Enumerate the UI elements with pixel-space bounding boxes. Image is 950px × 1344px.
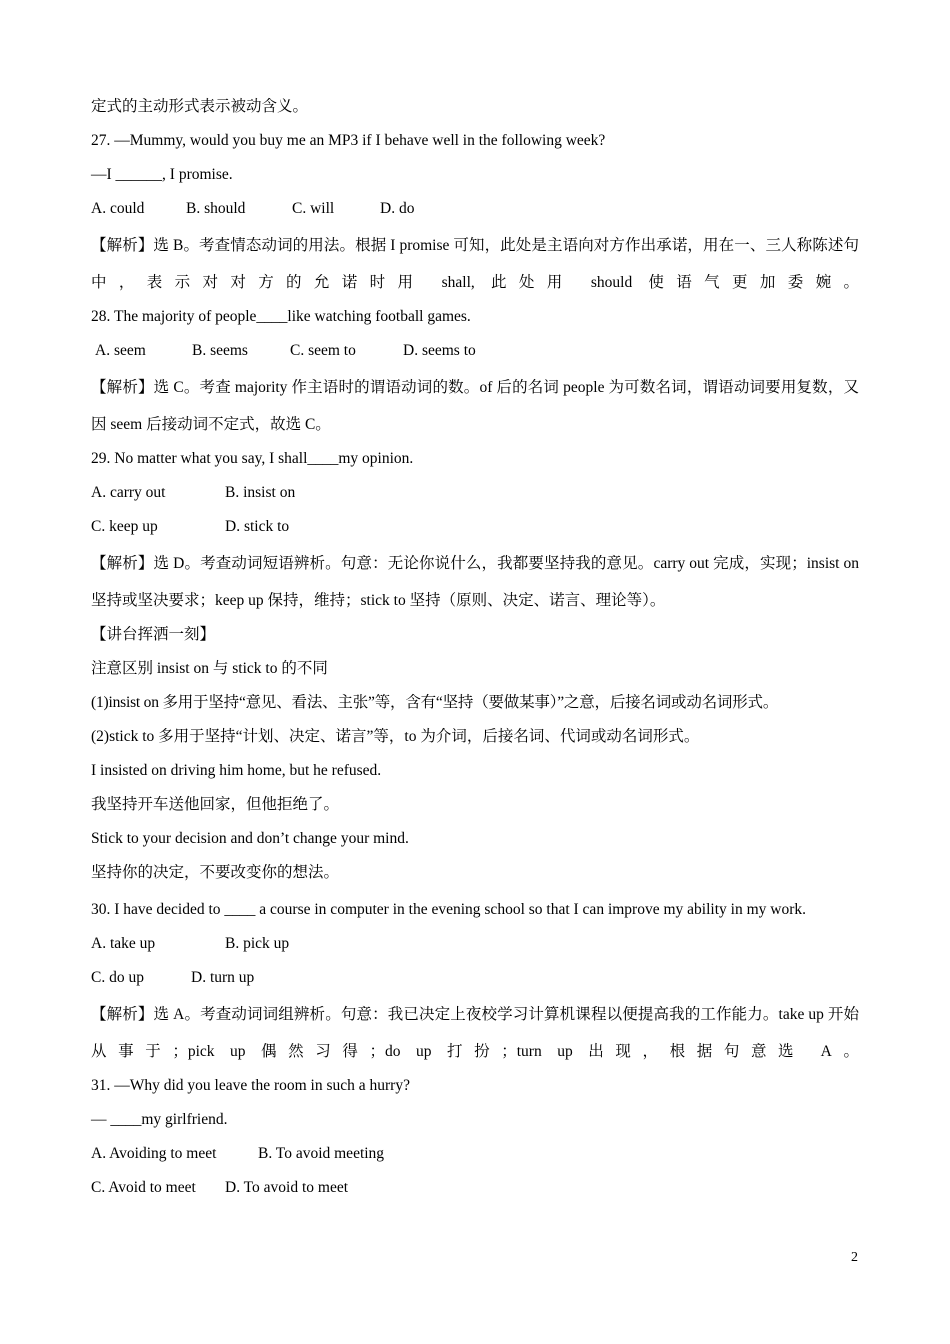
document-body <box>91 97 859 1212</box>
option: A. seem <box>95 342 146 359</box>
analysis-28: 【解析】选 C。考查 majority 作主语时的谓语动词的数。of 后的名词 people 为可数名词，谓语动词要用复数，又因 seem 后接动词不定式，故选 C。 <box>91 379 859 433</box>
question-31: 31. —Why did you leave the room in such a hurry? <box>91 1077 410 1094</box>
option: D. do <box>380 200 415 217</box>
option: A. Avoiding to meet <box>91 1145 217 1162</box>
page-number: 2 <box>851 1250 858 1265</box>
text-line: (1)insist on 多用于坚持“意见、看法、主张”等，含有“坚持（要做某事）”之意，后接名词或动名词形式。 <box>91 694 779 711</box>
text-line: — ____my girlfriend. <box>91 1111 228 1128</box>
text-line: —I ______, I promise. <box>91 166 233 183</box>
question-27: 27. —Mummy, would you buy me an MP3 if I behave well in the following week? <box>91 132 606 149</box>
option: D. turn up <box>191 969 255 986</box>
option: A. could <box>91 200 145 217</box>
option: D. seems to <box>403 342 476 359</box>
text-line: 注意区别 insist on 与 stick to 的不同 <box>91 660 328 677</box>
options-30a <box>91 934 859 954</box>
options-31a <box>91 1144 859 1164</box>
option: B. seems <box>192 342 248 359</box>
text-line: 定式的主动形式表示被动含义。 <box>91 98 309 115</box>
options-29b <box>91 517 859 537</box>
question-30: 30. I have decided to ____ a course in computer in the evening school so that I can improve my ability in my work. <box>91 901 806 918</box>
option: B. pick up <box>225 935 290 952</box>
analysis-30: 【解析】选 A。考查动词词组辨析。句意：我已决定上夜校学习计算机课程以便提高我的工作能力。take up 开始从事于；pick up 偶然习得；do up 打扮；turn up 出现，根据句意选 A。 <box>91 1006 859 1060</box>
options-27 <box>91 199 859 219</box>
question-28: 28. The majority of people____like watching football games. <box>91 308 471 325</box>
options-30b <box>91 968 859 988</box>
analysis-29: 【解析】选 D。考查动词短语辨析。句意：无论你说什么，我都要坚持我的意见。carry out 完成，实现；insist on 坚持或坚决要求；keep up 保持，维持；stick to 坚持（原则、决定、诺言、理论等）。 <box>91 555 859 609</box>
option: C. seem to <box>290 342 356 359</box>
option: C. Avoid to meet <box>91 1179 196 1196</box>
option: A. take up <box>91 935 156 952</box>
example-sentence: Stick to your decision and don’t change your mind. <box>91 830 409 847</box>
options-31b <box>91 1178 859 1198</box>
options-29a <box>91 483 859 503</box>
option: B. insist on <box>225 484 296 501</box>
question-29: 29. No matter what you say, I shall____my opinion. <box>91 450 414 467</box>
option: A. carry out <box>91 484 166 501</box>
option: D. To avoid to meet <box>225 1179 349 1196</box>
option: B. To avoid meeting <box>258 1145 385 1162</box>
analysis-27: 【解析】选 B。考查情态动词的用法。根据 I promise 可知，此处是主语向对方作出承诺，用在一、三人称陈述句中，表示对对方的允诺时用 shall, 此处用 should 使语气更加委婉。 <box>91 237 859 291</box>
options-28 <box>91 341 859 361</box>
text-line: (2)stick to 多用于坚持“计划、决定、诺言”等，to 为介词，后接名词、代词或动名词形式。 <box>91 728 700 745</box>
option: D. stick to <box>225 518 290 535</box>
option: C. will <box>292 200 335 217</box>
option: C. keep up <box>91 518 158 535</box>
example-translation: 我坚持开车送他回家，但他拒绝了。 <box>91 796 340 813</box>
example-sentence: I insisted on driving him home, but he refused. <box>91 762 382 779</box>
section-heading: 【讲台挥洒一刻】 <box>91 626 216 643</box>
option: C. do up <box>91 969 144 986</box>
example-translation: 坚持你的决定，不要改变你的想法。 <box>91 864 340 881</box>
option: B. should <box>186 200 246 217</box>
